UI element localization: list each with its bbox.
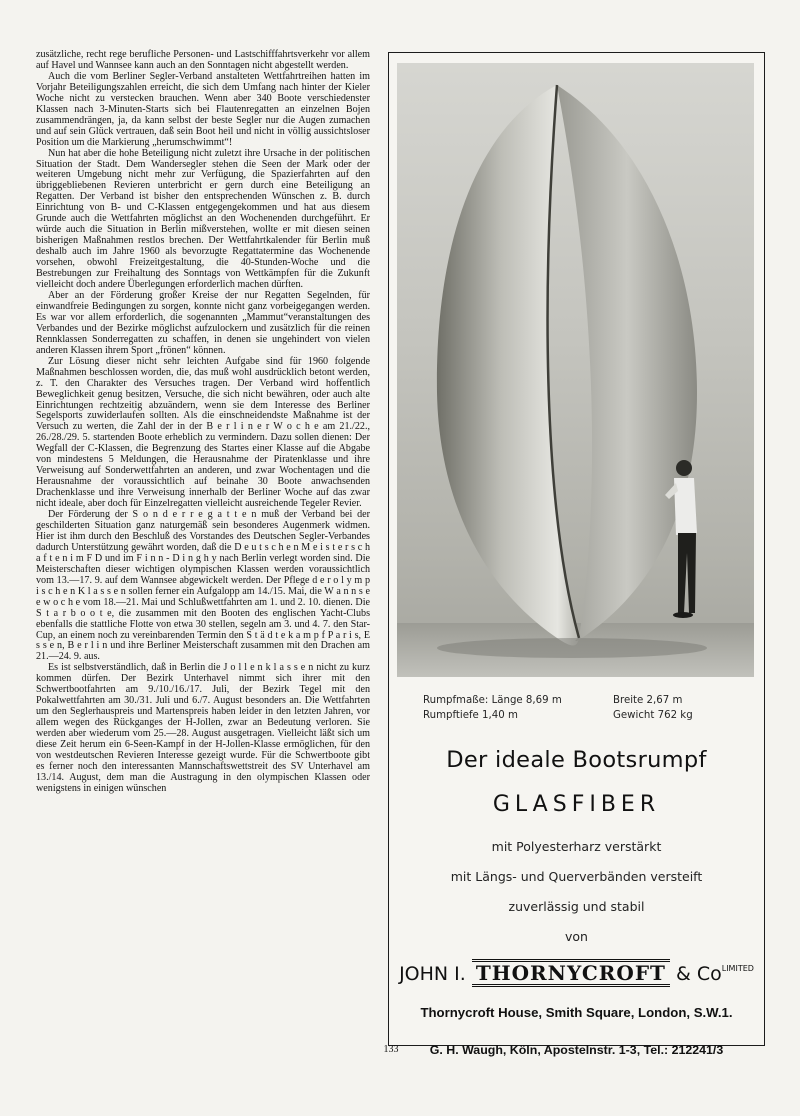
- ad-headline: Der ideale Bootsrumpf: [446, 747, 707, 773]
- ad-line-reinforced: mit Polyesterharz verstärkt: [491, 839, 662, 854]
- ad-line-from: von: [565, 929, 588, 944]
- spec-weight: Gewicht 762 kg: [613, 710, 693, 721]
- article-paragraph: Auch die vom Berliner Segler-Verband anstalteten Wettfahrtreihen hatten im Vorjahr Beteiligungszahlen erreicht, die sich dem Umfang nach hinter der Kieler Woche nicht zu verstecken brauchen. Wenn aber 340 Boote verschiedenster Klassen nach 3-Minuten-Starts sich bei Flautenregatten an einzelnen Bojen zusammendrängen, ja, da kann selbst der beste Segler nur die Augen zumachen und auf sein Glück vertrauen, daß sein Boot heil und nicht in völlig aussichtsloser Position um die Markierung „herumschwimmt“!: [36, 70, 370, 148]
- ad-line-reliable: zuverlässig und stabil: [508, 899, 645, 914]
- hull-illustration: [397, 63, 754, 677]
- article-paragraph: zusätzliche, recht rege berufliche Personen- und Lastschifffahrtsverkehr vor allem auf Havel und Wannsee kann auch an den Sonntagen nicht abgestellt werden.: [36, 49, 370, 71]
- manufacturer-limited: LIMITED: [721, 964, 754, 973]
- article-paragraph: Der Förderung der S o n d e r r e g a t t e n muß der Verband bei der geschilderten Situation ganz naturgemäß sein besonderes Augenmerk widmen. Hier ist ihm durch den Beschluß des Vorstandes des Deutschen Segler-Verbandes dadurch Unterstützung gewährt worden, daß die D e u t s c h e n M e i s t e r s c h a f t e n i m F D und im F i n n - D i n g h y nach Berlin verlegt worden sind. Die Meisterschaften dieser wichtigen olympischen Klassen werden voraussichtlich vom 13.—17. 9. auf dem Wannsee abgewickelt werden. Der Pflege d e r o l y m p i s c h e n K l a s s e n sollen ferner ein Aufgalopp am 14./15. Mai, die W a n n s e e w o c h e vom 18.—21. Mai und Schlußwettfahrten am 1. und 2. 10. dienen. Die S t a r b o o t e, die zusammen mit den Booten des englischen Yacht-Clubs ebenfalls die stattliche Flotte von etwa 30 stellen, segeln am 3. und 4. 7. den Star-Cup, an einem noch zu vereinbarenden Termin den S t ä d t e k a m p f P a r i s, E s s e n, B e r l i n und ihre Berliner Meisterschaft zusammen mit den Drachen am 21.—24. 9. aus.: [36, 509, 370, 663]
- manufacturer-prefix: JOHN I.: [399, 963, 466, 985]
- spec-depth: Rumpftiefe 1,40 m: [423, 710, 518, 721]
- ad-material: GLASFIBER: [492, 792, 661, 817]
- article-paragraph: Zur Lösung dieser nicht sehr leichten Aufgabe sind für 1960 folgende Maßnahmen beschlossen worden, die, das muß wohl ausdrücklich betont werden, z. T. den Charakter des Versuches tragen. Der Verband wird hoffentlich Beweglichkeit genug besitzen, Versuche, die sich nicht bewähren, oder auch alte Einrichtungen rechtzeitig abzuändern, wenn sie dem Interesse des Berliner Segelsports zuwiderlaufen sollten. Als die einschneidendste Maßnahme ist der Versuch zu werten, die Zahl der in der B e r l i n e r W o c h e am 21./22., 26./28./29. 5. startenden Boote erheblich zu vermindern. Dazu sollen dienen: Der Wegfall der C-Klassen, die Begrenzung des Startes einer Klasse auf die Abgabe von mindestens 5 Meldungen, die Herausnahme der Piratenklasse und ihre Verweisung auf Sonderwettfahrten an anderen, und zwar Wochentagen und die Herausnahme der voraussichtlich auf beinahe 30 Boote anwachsenden Drachenklasse und ihre Verweisung innerhalb der Berliner Woche auf das zwar nicht ideale, aber doch für Einzelregatten vielleicht ausreichende Tegeler Revier.: [36, 355, 370, 510]
- article-paragraph: Aber an der Förderung großer Kreise der nur Regatten Segelnden, für einwandfreie Bedingungen zu sorgen, konnte nicht ganz vorbeigegangen werden. Es war vor allem erforderlich, die sogenannten „Mammut“veranstaltungen des Verbandes und der Bezirke möglichst aufzulockern und zusätzlich für die reinen Rennklassen Sonderregatten zu schaffen, in denen sie ungehindert von vielen anderen Klassen ihrem Sport „frönen“ können.: [36, 289, 370, 356]
- article-paragraph: Es ist selbstverständlich, daß in Berlin die J o l l e n k l a s s e n nicht zu kurz kommen dürfen. Der Bezirk Unterhavel nimmt sich ihrer mit den Schwertbootfahrten am 9./10./16./17. Juli, der Bezirk Tegel mit den Pokalwettfahrten am 30./31. Juli und 6./7. August besonders an. Die Wettfahrten um den Seglerhauspreis und Martenspreis haben leider in den letzten Jahren, vor allem wegen des Rückganges der H-Jollen, zwar an Bedeutung verloren. Sie werden aber wiederum vom 25.—28. August ausgetragen. Vielleicht läßt sich um diese Zeit herum ein 6-Seen-Kampf in der H-Jollen-Klasse ermöglichen, für den von westdeutschen Revieren Interesse gezeigt wurde. Für die Schwertboote gibt es ferner noch den interessanten Mannschaftswettstreit des SV Unterhavel am 13./14. August, dem man die Austragung in den olympischen Klassen oder wenigstens in einigen wünschen: [36, 662, 370, 794]
- hull-photo: [397, 63, 754, 677]
- article-paragraph: Nun hat aber die hohe Beteiligung nicht zuletzt ihre Ursache in der politischen Situation der Stadt. Dem Wandersegler stehen die Seen der Mark oder der weiteren Umgebung nicht mehr zur Verfügung, die Spazierfahrten auf den übriggebliebenen Revieren unterbricht er gern durch eine Beteiligung an Regatten. Der Verband ist bisher den entsprechenden Wünschen z. B. durch Einrichtung von B- und C-Klassen entgegengekommen und hat aus diesem Grunde auch die Wettfahrten möglichst an den Wochenenden durchgeführt. Er würde auch die Situation in Berlin mißverstehen, wollte er mit diesen seinen bisherigen Maßnahmen restlos brechen. Der Wettfahrtkalender für Berlin muß deshalb auch im Jahre 1960 als bevorzugte Regattatermine das Wochenende vorsehen, obwohl Freizeitgestaltung, die 40-Stunden-Woche und die Bestrebungen zur Freihaltung des Sonntags von Wettkämpfen für die Zukunft vielleicht doch andere Überlegungen erforderlich machen dürften.: [36, 147, 370, 291]
- article-column: [36, 50, 370, 795]
- ad-line-stiffened: mit Längs- und Querverbänden versteift: [450, 869, 703, 884]
- page-number: 133: [383, 1044, 399, 1055]
- spec-width: Breite 2,67 m: [613, 695, 683, 706]
- manufacturer: [389, 959, 764, 987]
- manufacturer-suffix: & Co: [675, 963, 722, 985]
- address-koeln: G. H. Waugh, Köln, Apostelnstr. 1-3, Tel.: 212241/3: [429, 1043, 724, 1057]
- spec-length: Rumpfmaße: Länge 8,69 m: [423, 695, 562, 706]
- address-london: Thornycroft House, Smith Square, London, S.W.1.: [420, 1005, 733, 1020]
- brand-logo: THORNYCROFT: [472, 959, 670, 987]
